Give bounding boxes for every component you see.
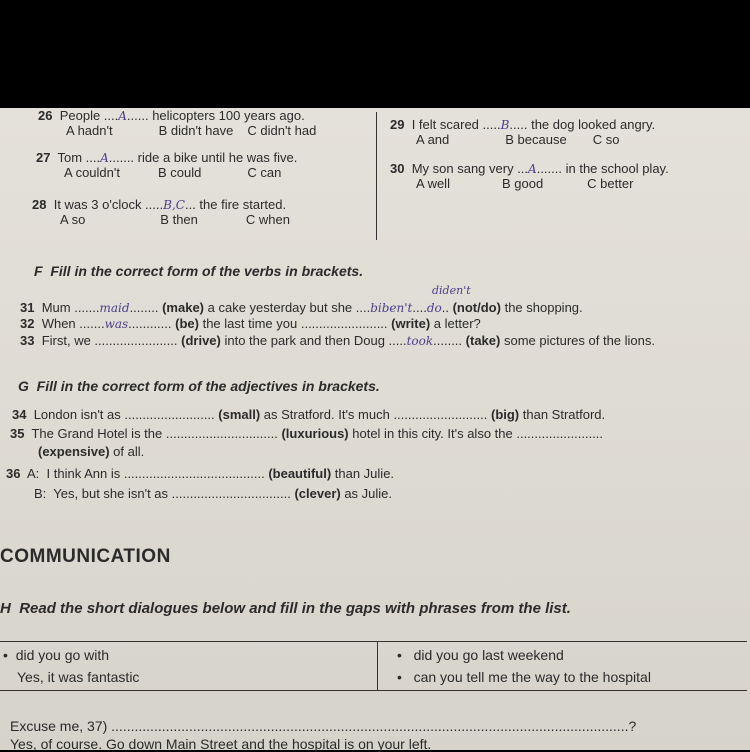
- handwritten-answer: B,C: [163, 198, 185, 212]
- question-36-b: B: Yes, but she isn't as ................................. (clever) as Julie.: [34, 486, 393, 501]
- question-32: 32 When .......was............ (be) the last time you ........................ (write) a letter?: [20, 316, 481, 331]
- phrase-left-2: Yes, it was fantastic: [17, 669, 140, 685]
- question-35: 35 The Grand Hotel is the ............................... (luxurious) hotel in this city. It's also the ........................: [10, 426, 604, 441]
- question-26-options: A hadn't B didn't have C didn't had: [66, 123, 317, 138]
- phrase-right-2: • can you tell me the way to the hospital: [397, 669, 651, 685]
- question-36-a: 36 A: I think Ann is ....................................... (beautiful) than Julie.: [6, 466, 395, 481]
- question-29-options: A and B because C so: [416, 132, 620, 147]
- question-27: 27 Tom ....A....... ride a bike until he was five.: [36, 150, 298, 165]
- handwritten-answer: B: [500, 118, 510, 132]
- question-33: 33 First, we ....................... (drive) into the park and then Doug .....took........ (take) some pictures of the lions.: [20, 333, 655, 348]
- handwritten-answer: do: [426, 301, 442, 315]
- column-divider: [376, 112, 377, 240]
- question-35-cont: (expensive) of all.: [38, 444, 145, 459]
- question-30-options: A well B good C better: [416, 176, 634, 191]
- section-h-heading: H Read the short dialogues below and fill in the gaps with phrases from the list.: [0, 600, 571, 617]
- bullet-icon: •: [397, 669, 402, 685]
- section-g-heading: G Fill in the correct form of the adjectives in brackets.: [18, 378, 380, 394]
- question-30: 30 My son sang very ...A....... in the school play.: [390, 161, 669, 176]
- handwritten-answer: was: [104, 317, 129, 331]
- handwritten-answer: biben't: [370, 301, 413, 315]
- handwritten-answer: maid: [99, 301, 130, 315]
- handwritten-answer: A: [118, 109, 127, 123]
- question-28: 28 It was 3 o'clock .....B,C... the fire started.: [32, 197, 287, 212]
- bullet-icon: •: [397, 647, 402, 663]
- question-29: 29 I felt scared .....B..... the dog looked angry.: [390, 117, 656, 132]
- question-27-options: A couldn't B could C can: [64, 165, 282, 180]
- question-31: 31 Mum .......maid........ (make) a cake yesterday but she ....biben't....do.. (not/do) the shopping.: [20, 300, 583, 315]
- phrase-left-1: • did you go with: [3, 647, 110, 663]
- phrase-right-1: • did you go last weekend: [397, 647, 564, 663]
- question-26: 26 People ....A...... helicopters 100 years ago.: [38, 108, 305, 123]
- bullet-icon: •: [3, 647, 8, 663]
- dialog-line-37: Excuse me, 37) .....................................................................................................................................?: [10, 718, 637, 734]
- section-f-heading: F Fill in the correct form of the verbs in brackets.: [34, 263, 364, 279]
- communication-heading: COMMUNICATION: [0, 546, 171, 567]
- dialog-line-reply: Yes, of course. Go down Main Street and the hospital is on your left.: [10, 736, 432, 752]
- phrase-list-box: [0, 641, 747, 691]
- handwritten-answer: took: [406, 334, 434, 348]
- handwritten-answer: A: [100, 151, 109, 165]
- box-divider: [377, 642, 378, 690]
- question-28-options: A so B then C when: [60, 212, 290, 227]
- handwritten-answer: A: [528, 162, 537, 176]
- question-34: 34 London isn't as ......................... (small) as Stratford. It's much .......................... (big) than Stratford.: [12, 407, 606, 422]
- handwritten-note: diden't: [432, 284, 471, 297]
